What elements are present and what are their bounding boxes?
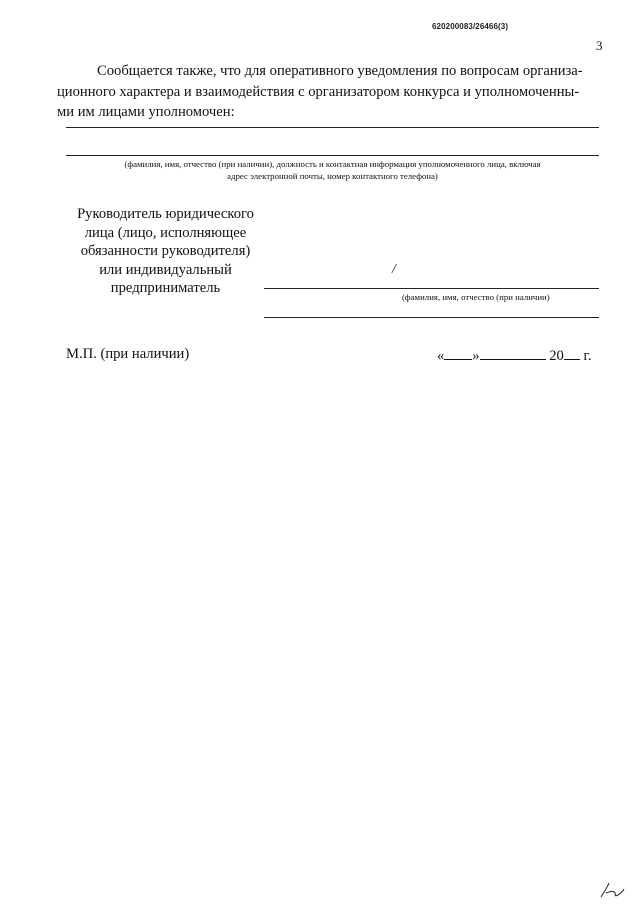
signature-extra-line <box>264 317 599 318</box>
notice-line: ми им лицами уполномочен: <box>57 104 235 120</box>
signatory-name-caption: (фамилия, имя, отчество (при наличии) <box>402 292 550 302</box>
notice-line: Сообщается также, что для оперативного уведомления по вопросам организа- <box>97 63 583 79</box>
month-blank <box>480 345 546 360</box>
date-century: 20 <box>549 348 564 364</box>
signatory-role-line: или индивидуальный <box>99 261 232 278</box>
signature-separator: / <box>392 262 396 277</box>
year-blank <box>564 345 580 360</box>
notice-paragraph <box>57 61 602 123</box>
day-blank <box>444 345 472 360</box>
signatory-role-line: Руководитель юридического <box>77 206 254 222</box>
notice-line: ционного характера и взаимодействия с организатором конкурса и уполномоченны- <box>57 83 580 100</box>
contact-caption-line: (фамилия, имя, отчество (при наличии), должность и контактная информация уполномоченного лица, включая <box>124 159 541 169</box>
contact-caption-line: адрес электронной почты, номер контактного телефона) <box>227 171 438 181</box>
contact-caption <box>66 158 599 182</box>
signatory-role-line: предприниматель <box>110 280 221 297</box>
handwritten-initials <box>598 880 626 900</box>
signatory-role-line: обязанности руководителя) <box>80 243 251 260</box>
document-id: 620200083/26466(3) <box>432 22 509 31</box>
date-open-quote: « <box>437 348 445 364</box>
page-number: 3 <box>596 38 603 53</box>
signatory-role-line: лица (лицо, исполняющее <box>84 224 247 241</box>
date-suffix: г. <box>583 348 592 364</box>
signatory-role <box>63 205 268 298</box>
stamp-label: М.П. (при наличии) <box>66 346 190 362</box>
date-close-quote: » <box>472 348 480 364</box>
contact-fill-line-1 <box>66 127 599 128</box>
contact-fill-line-2 <box>66 155 599 156</box>
signature-line <box>264 288 599 289</box>
date-field <box>437 345 592 365</box>
